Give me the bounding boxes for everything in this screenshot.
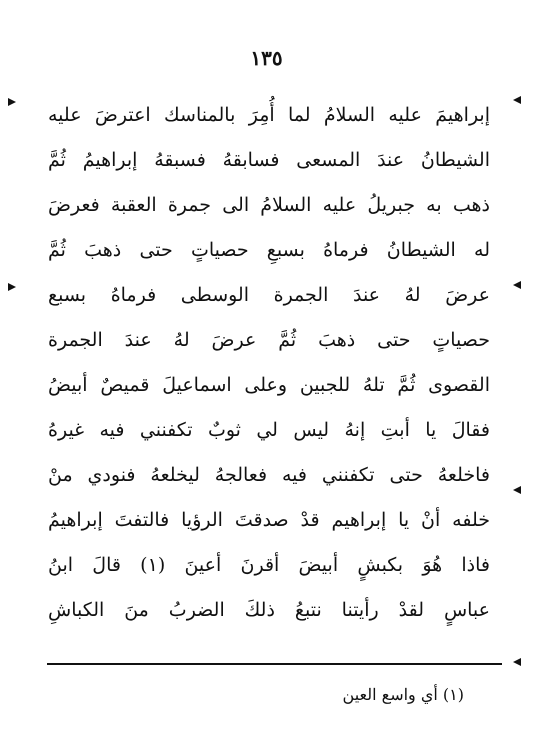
text-line-4: له الشيطانُ فرماهُ بسبعِ حصياتٍ حتى ذهبَ ثُمَّ	[48, 239, 490, 261]
text-line-2: الشيطانُ عندَ المسعى فسابقهُ فسبقهُ إبراهيمُ ثُمَّ	[48, 149, 490, 171]
footnote: (١) أي واسع العين	[342, 685, 464, 704]
body-text	[48, 93, 490, 633]
text-line-9: فاخلعهُ حتى تكفنني فيه فعالجهُ ليخلعهُ فنودي منْ	[48, 464, 490, 486]
margin-mark-icon	[8, 98, 16, 106]
text-line-6: حصياتٍ حتى ذهبَ ثُمَّ عرضَ لهُ عندَ الجمرة	[48, 329, 490, 351]
footnote-separator	[47, 663, 502, 665]
page-number: ١٣٥	[250, 46, 283, 70]
text-line-7: القصوى ثُمَّ تلهُ للجبين وعلى اسماعيلَ قميصٌ أبيضُ	[48, 374, 490, 396]
margin-mark-icon	[8, 283, 16, 291]
margin-mark-icon	[513, 486, 521, 494]
text-line-12: عباسٍ لقدْ رأيتنا نتبعُ ذلكَ الضربُ منَ الكباشِ	[48, 599, 490, 621]
margin-mark-icon	[513, 281, 521, 289]
text-line-10: خلفه أنْ يا إبراهيم قدْ صدقتَ الرؤيا فالتفتَ إبراهيمُ	[48, 509, 490, 531]
text-line-1: إبراهيمَ عليه السلامُ لما أُمِرَ بالمناسك اعترضَ عليه	[48, 104, 490, 126]
margin-mark-icon	[513, 96, 521, 104]
margin-mark-icon	[513, 658, 521, 666]
text-line-3: ذهب به جبريلُ عليه السلامُ الى جمرة العقبة فعرضَ	[48, 194, 490, 216]
text-line-8: فقالَ يا أبتِ إنهُ ليس لي ثوبٌ تكفنني فيه غيرهُ	[48, 419, 490, 441]
text-line-11: فاذا هُوَ بكبشٍ أبيضَ أقرنَ أعينَ (١) قالَ ابنُ	[48, 554, 490, 576]
text-line-5: عرضَ لهُ عندَ الجمرة الوسطى فرماهُ بسبع	[48, 284, 490, 306]
